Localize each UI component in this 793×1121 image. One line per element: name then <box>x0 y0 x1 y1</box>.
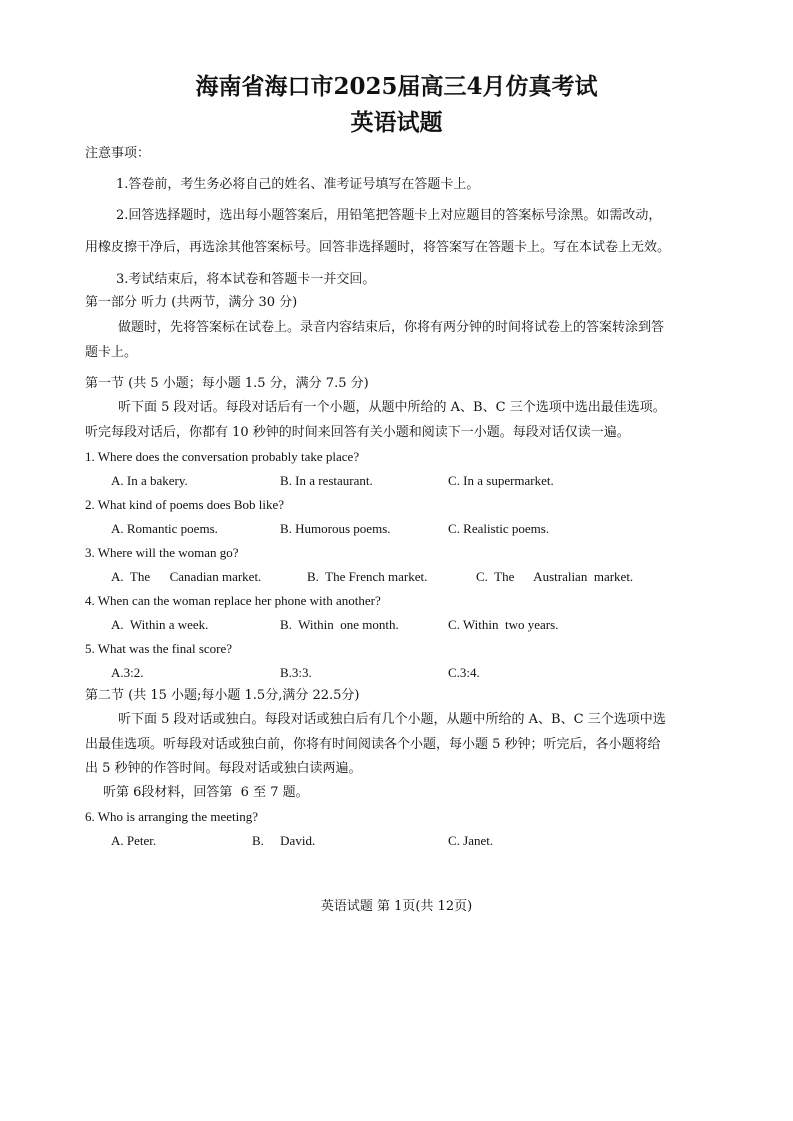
question-1-option-c: C. In a supermarket. <box>448 473 554 488</box>
question-5-option-a: A.3:2. <box>111 665 144 680</box>
exam-subtitle: 英语试题 <box>350 109 443 136</box>
question-5: 5. What was the final score? <box>85 641 233 656</box>
section2-intro-line-3: 出 5 秒钟的作答时间。每段对话或独白读两遍。 <box>85 761 362 776</box>
section2-intro-line-2: 出最佳选项。听每段对话或独白前，你将有时间阅读各个小题，每小题 5 秒钟；听完后，各小题将给 <box>85 737 661 752</box>
question-3-option-c: C. The Australian market. <box>476 569 634 584</box>
question-4-option-c: C. Within two years. <box>448 617 559 632</box>
question-6: 6. Who is arranging the meeting? <box>85 809 259 824</box>
question-1-option-a: A. In a bakery. <box>111 473 188 488</box>
section2-material-note: 听第 6段材料，回答第 6 至 7 题。 <box>103 785 309 800</box>
question-6-option-b: B. David. <box>252 833 316 848</box>
question-5-option-b: B.3:3. <box>280 665 312 680</box>
notice-item-1: 1.答卷前，考生务必将自己的姓名、准考证号填写在答题卡上。 <box>116 177 480 192</box>
question-1-option-b: B. In a restaurant. <box>280 473 373 488</box>
question-3: 3. Where will the woman go? <box>85 545 239 560</box>
section1-heading: 第一节 (共 5 小题；每小题 1.5 分，满分 7.5 分) <box>85 376 369 391</box>
question-2-option-c: C. Realistic poems. <box>448 521 550 536</box>
question-2-option-a: A. Romantic poems. <box>111 521 218 536</box>
question-3-option-b: B. The French market. <box>307 569 428 584</box>
question-1: 1. Where does the conversation probably take place? <box>85 449 360 464</box>
notice-item-2-line-1: 2.回答选择题时，选出每小题答案后，用铅笔把答题卡上对应题目的答案标号涂黑。如需改动， <box>116 208 662 223</box>
question-4: 4. When can the woman replace her phone with another? <box>85 593 381 608</box>
notice-heading: 注意事项： <box>85 146 151 161</box>
question-2-option-b: B. Humorous poems. <box>280 521 391 536</box>
part1-intro-line-1: 做题时，先将答案标在试卷上。录音内容结束后，你将有两分钟的时间将试卷上的答案转涂到答 <box>118 320 665 335</box>
question-2: 2. What kind of poems does Bob like? <box>85 497 285 512</box>
question-6-option-c: C. Janet. <box>448 833 494 848</box>
question-4-option-b: B. Within one month. <box>280 617 399 632</box>
section1-intro-line-2: 听完每段对话后，你都有 10 秒钟的时间来回答有关小题和阅读下一小题。每段对话仅读一遍。 <box>85 425 630 440</box>
notice-item-3: 3.考试结束后，将本试卷和答题卡一并交回。 <box>116 272 376 287</box>
question-5-option-c: C.3:4. <box>448 665 480 680</box>
question-3-option-a: A. The Canadian market. <box>111 569 262 584</box>
question-6-option-a: A. Peter. <box>111 833 157 848</box>
section2-intro-line-1: 听下面 5 段对话或独白。每段对话或独白后有几个小题，从题中所给的 A、B、C 三个选项中选 <box>118 712 666 727</box>
part1-heading: 第一部分 听力 (共两节，满分 30 分) <box>85 295 298 310</box>
exam-title: 海南省海口市2025届高三4月仿真考试 <box>195 73 598 100</box>
notice-item-2-line-2: 用橡皮擦干净后，再选涂其他答案标号。回答非选择题时，将答案写在答题卡上。写在本试卷上无效。 <box>85 240 671 255</box>
question-4-option-a: A. Within a week. <box>111 617 209 632</box>
page-footer: 英语试题 第 1页(共 12页) <box>320 899 473 914</box>
section1-intro-line-1: 听下面 5 段对话。每段对话后有一个小题，从题中所给的 A、B、C 三个选项中选出最佳选项。 <box>118 400 666 415</box>
section2-heading: 第二节 (共 15 小题;每小题 1.5分,满分 22.5分) <box>85 688 360 703</box>
part1-intro-line-2: 题卡上。 <box>85 345 138 360</box>
